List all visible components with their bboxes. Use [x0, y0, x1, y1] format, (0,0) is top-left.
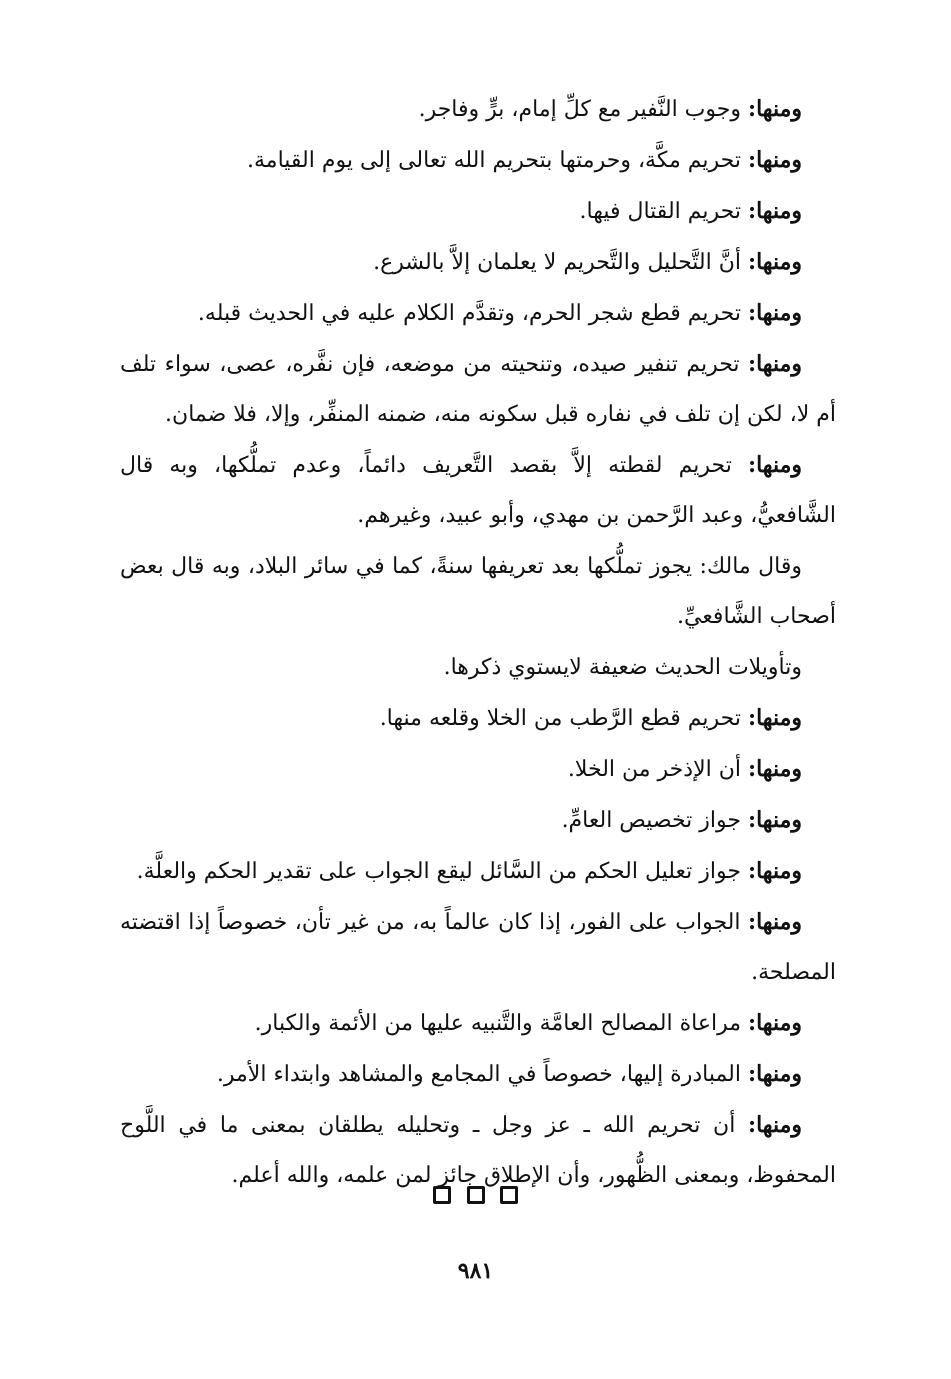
page-number: ٩٨١ — [457, 1258, 494, 1284]
square-ornament-icon — [467, 1186, 485, 1204]
paragraph-7 — [120, 440, 836, 541]
square-ornament-icon — [433, 1186, 451, 1204]
paragraph-text: وجوب النَّفير مع كلِّ إمام، برٍّ وفاجر. — [418, 97, 748, 122]
paragraph-16 — [120, 1049, 836, 1100]
paragraph-10 — [120, 693, 836, 744]
paragraph-lead: ومنها: — [747, 1112, 802, 1138]
paragraph-5 — [120, 288, 836, 339]
paragraph-lead: ومنها: — [747, 300, 802, 326]
paragraph-14 — [120, 897, 836, 998]
paragraph-text: وتأويلات الحديث ضعيفة لايستوي ذكرها. — [443, 655, 802, 680]
paragraph-lead: ومنها: — [747, 1010, 802, 1036]
paragraph-text: مراعاة المصالح العامَّة والتَّنبيه عليها من الأئمة والكبار. — [254, 1011, 748, 1036]
paragraph-text: تحريم تنفير صيده، وتنحيته من موضعه، فإن نفَّره، عصى، سواء تلف أم لا، لكن إن تلف في نفاره قبل سكونه منه، ضمنه المنفِّر، وإلا، فلا ضمان. — [120, 352, 836, 427]
paragraph-lead: ومنها: — [747, 858, 802, 884]
paragraph-13 — [120, 846, 836, 897]
paragraph-12 — [120, 795, 836, 846]
section-separator — [0, 1186, 951, 1208]
paragraph-text: أنَّ التَّحليل والتَّحريم لا يعلمان إلاَّ بالشرع. — [373, 250, 748, 275]
paragraph-text: تحريم مكَّة، وحرمتها بتحريم الله تعالى إلى يوم القيامة. — [247, 148, 748, 173]
paragraph-lead: ومنها: — [747, 96, 802, 122]
paragraph-text: أن الإذخر من الخلا. — [567, 757, 748, 782]
paragraph-text: تحريم القتال فيها. — [579, 199, 748, 224]
paragraph-11 — [120, 744, 836, 795]
paragraph-text: وقال مالك: يجوز تملُّكها بعد تعريفها سنةً، كما في سائر البلاد، وبه قال بعض أصحاب الشَّافعيِّ. — [120, 554, 836, 629]
paragraph-text: المبادرة إليها، خصوصاً في المجامع والمشاهد وابتداء الأمر. — [216, 1062, 748, 1087]
paragraph-lead: ومنها: — [747, 249, 802, 275]
paragraph-lead: ومنها: — [747, 452, 802, 478]
paragraph-lead: ومنها: — [747, 147, 802, 173]
paragraph-text: تحريم لقطته إلاَّ بقصد التَّعريف دائماً، وعدم تملُّكها، وبه قال الشَّافعيُّ، وعبد الرَّحمن بن مهدي، وأبو عبيد، وغيرهم. — [120, 453, 836, 528]
paragraph-2 — [120, 135, 836, 186]
paragraph-lead: ومنها: — [747, 705, 802, 731]
paragraph-text: الجواب على الفور، إذا كان عالماً به، من غير تأن، خصوصاً إذا اقتضته المصلحة. — [120, 910, 836, 985]
paragraph-6 — [120, 339, 836, 440]
paragraph-8 — [120, 541, 836, 642]
paragraph-lead: ومنها: — [747, 909, 802, 935]
paragraph-lead: ومنها: — [747, 756, 802, 782]
paragraph-text: جواز تعليل الحكم من السَّائل ليقع الجواب على تقدير الحكم والعلَّة. — [136, 859, 748, 884]
paragraph-lead: ومنها: — [747, 198, 802, 224]
paragraph-lead: ومنها: — [747, 1061, 802, 1087]
page-body — [120, 84, 836, 1201]
paragraph-9 — [120, 642, 836, 693]
paragraph-4 — [120, 237, 836, 288]
paragraph-text: تحريم قطع الرَّطب من الخلا وقلعه منها. — [379, 706, 748, 731]
paragraph-text: جواز تخصيص العامِّ. — [561, 808, 748, 833]
paragraph-lead: ومنها: — [747, 807, 802, 833]
paragraph-15 — [120, 998, 836, 1049]
square-ornament-icon — [500, 1186, 518, 1204]
paragraph-text: تحريم قطع شجر الحرم، وتقدَّم الكلام عليه في الحديث قبله. — [197, 301, 748, 326]
paragraph-1 — [120, 84, 836, 135]
paragraph-3 — [120, 186, 836, 237]
paragraph-lead: ومنها: — [747, 351, 802, 377]
paragraph-text: أن تحريم الله ـ عز وجل ـ وتحليله يطلقان بمعنى ما في اللَّوح المحفوظ، وبمعنى الظُّهور، وأن الإطلاق جائز لمن علمه، والله أعلم. — [120, 1113, 836, 1188]
